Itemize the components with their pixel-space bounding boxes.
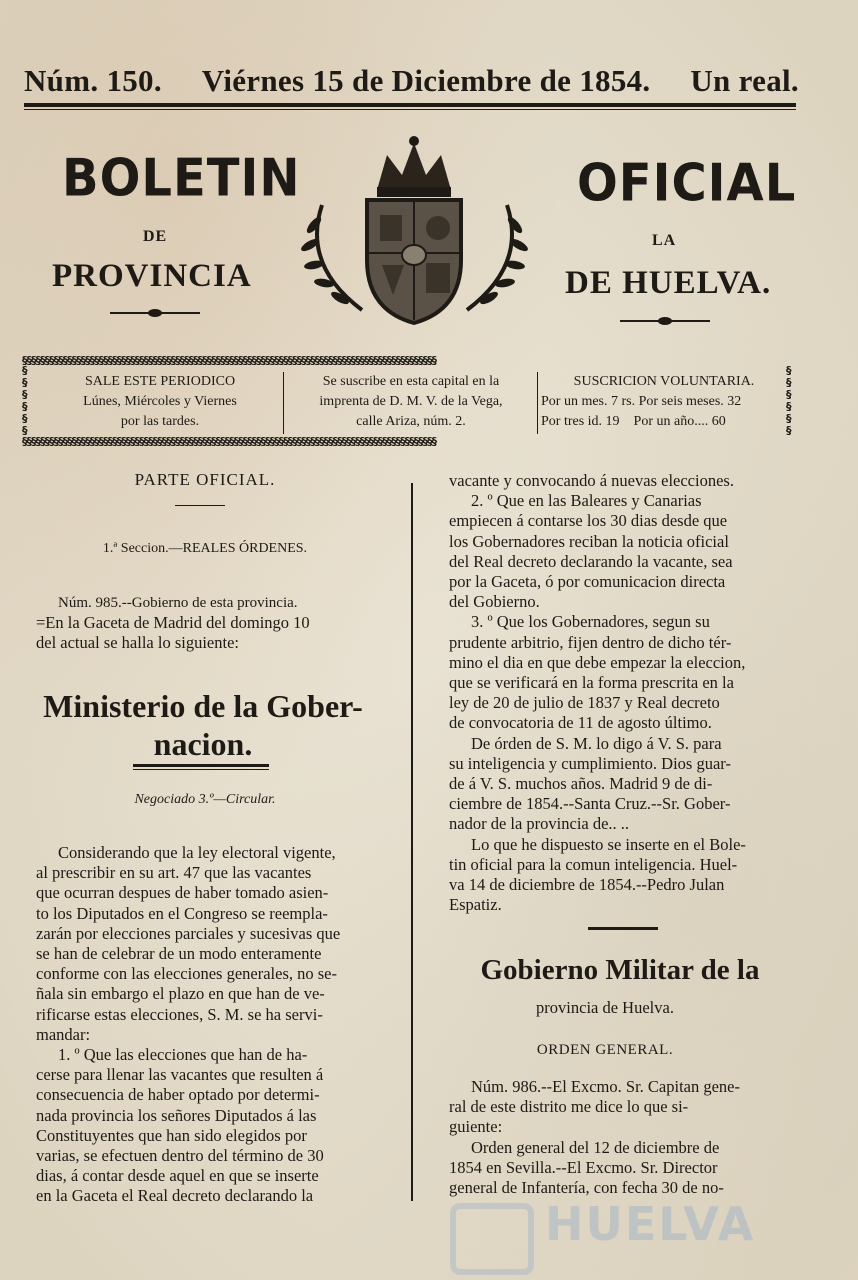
body-line: Considerando que la ley electoral vigente, — [58, 843, 336, 862]
title-provincia: PROVINCIA — [52, 258, 252, 294]
decorative-border-left: § § § § § § — [22, 365, 28, 437]
info-line: Por un mes. 7 rs. Por seis meses. 32 — [541, 394, 742, 409]
body-line: de convocatoria de 11 de agosto último. — [449, 713, 712, 733]
info-line: imprenta de D. M. V. de la Vega, — [319, 394, 503, 409]
parte-oficial-heading: PARTE OFICIAL. — [134, 470, 276, 489]
decree-body-left — [36, 843, 374, 1207]
body-line: 1. º Que las elecciones que han de ha- — [58, 1045, 308, 1065]
gobierno-militar-heading: Gobierno Militar de la — [480, 954, 760, 986]
body-line: Espatiz. — [449, 895, 502, 915]
masthead — [24, 62, 799, 100]
body-line: Lo que he dispuesto se inserte en el Bole- — [471, 834, 746, 854]
body-line: vacante y convocando á nuevas elecciones. — [449, 471, 734, 490]
body-line: mandar: — [36, 1024, 91, 1044]
body-line: se han de celebrar de un modo enteramente — [36, 944, 322, 964]
body-line: que se verificará en la forma prescrita en la — [449, 673, 734, 693]
column-divider — [411, 483, 413, 1201]
title-de: DE — [143, 228, 168, 245]
ministerio-line: nacion. — [153, 726, 253, 762]
body-line: nada provincia los señores Diputados á las — [36, 1105, 317, 1125]
provincia-huelva-heading: provincia de Huelva. — [536, 998, 674, 1017]
body-line: que ocurran despues de haber tomado asien- — [36, 883, 329, 903]
body-line: por la Gaceta, ó por comunicacion directa — [449, 572, 726, 592]
body-line: ley de 20 de julio de 1837 y Real decreto — [449, 693, 720, 713]
issue-price: Un real. — [690, 63, 799, 98]
ministerio-heading — [28, 687, 378, 763]
ministerio-line: Ministerio de la Gober- — [43, 688, 363, 724]
body-line: va 14 de diciembre de 1854.--Pedro Julan — [449, 875, 725, 895]
ministerio-rule-thin — [133, 769, 269, 770]
body-line: conforme con las elecciones generales, no se- — [36, 964, 337, 984]
issue-number: Núm. 150. — [24, 63, 162, 98]
info-line: Se suscribe en esta capital en la — [322, 374, 500, 389]
info-line: calle Ariza, núm. 2. — [356, 414, 466, 429]
body-line: empiecen á contarse los 30 dias desde que — [449, 511, 728, 531]
body-line: rificarse estas elecciones, S. M. se ha servi- — [36, 1004, 323, 1024]
notice-line: Núm. 986.--El Excmo. Sr. Capitan gene- — [471, 1077, 740, 1096]
info-subscription-place — [288, 372, 534, 432]
info-publication — [40, 372, 280, 432]
body-line: del Gobierno. — [449, 592, 540, 612]
body-line: cerse para llenar las vacantes que resulten á — [36, 1065, 324, 1085]
body-line: consecuencia de haber optado por determi- — [36, 1085, 320, 1105]
info-subscription-rates — [541, 372, 787, 432]
decorative-border-right: § § § § § § — [786, 365, 792, 437]
decorative-border-bottom: §§§§§§§§§§§§§§§§§§§§§§§§§§§§§§§§§§§§§§§§§§§§§§§§§§§§§§§§§§§§§§§§§§§§§§§§§§§§§§§§§§§§§§§§§§§§ — [22, 436, 436, 448]
body-line: 3. º Que los Gobernadores, segun su — [471, 612, 710, 632]
info-line: Por tres id. 19 Por un año.... 60 — [541, 414, 726, 429]
info-divider — [537, 372, 538, 434]
body-line: los Gobernadores reciban la noticia oficial — [449, 531, 729, 551]
masthead-rule — [24, 103, 796, 107]
orden-general-heading: ORDEN GENERAL. — [536, 1042, 674, 1058]
body-line: dias, á contar desde aquel en que se inserte — [36, 1166, 319, 1186]
notice-985 — [36, 593, 374, 654]
notice-line: Núm. 985.--Gobierno de esta provincia. — [58, 595, 298, 611]
issue-date: Viérnes 15 de Diciembre de 1854. — [201, 63, 651, 98]
info-line: Lúnes, Miércoles y Viernes — [83, 394, 237, 409]
ministerio-rule — [133, 764, 269, 767]
watermark-text: HUELVA — [545, 1197, 756, 1251]
body-line: al prescribir en su art. 47 que las vacantes — [36, 863, 312, 883]
notice-line: del actual se halla lo siguiente: — [36, 633, 239, 653]
body-line: de á V. S. muchos años. Madrid 9 de di- — [449, 774, 713, 794]
info-line: SALE ESTE PERIODICO — [84, 374, 236, 389]
info-divider — [283, 372, 284, 434]
section-heading: 1.ª Seccion.—REALES ÓRDENES. — [102, 541, 308, 556]
body-line: De órden de S. M. lo digo á V. S. para — [471, 733, 722, 753]
decree-body-right — [449, 471, 795, 915]
title-boletin: BOLETIN — [62, 147, 301, 209]
info-rates-title: SUSCRICION VOLUNTARIA. — [573, 374, 755, 389]
title-de-huelva: DE HUELVA. — [565, 265, 772, 301]
decorative-border-top: §§§§§§§§§§§§§§§§§§§§§§§§§§§§§§§§§§§§§§§§§§§§§§§§§§§§§§§§§§§§§§§§§§§§§§§§§§§§§§§§§§§§§§§§§§§§ — [22, 355, 436, 367]
body-line: prudente arbitrio, fijen dentro de dicho tér- — [449, 632, 732, 652]
body-line: Constituyentes que han sido elegidos por — [36, 1125, 307, 1145]
royal-crest-icon — [292, 135, 537, 330]
masthead-rule-thin — [24, 109, 796, 110]
body-line: varias, se efectuen dentro del término de 30 — [36, 1146, 324, 1166]
notice-line: guiente: — [449, 1117, 503, 1137]
body-line: ciembre de 1854.--Santa Cruz.--Sr. Gober- — [449, 794, 731, 814]
body-line: 2. º Que en las Baleares y Canarias — [471, 491, 702, 511]
body-line: zarán por elecciones parciales y sucesivas que — [36, 923, 341, 943]
title-flourish-right — [620, 320, 710, 322]
notice-line: ral de este distrito me dice lo que si- — [449, 1097, 689, 1117]
notice-986 — [449, 1077, 795, 1198]
section-rule — [588, 927, 658, 930]
body-line: en la Gaceta el Real decreto declarando la — [36, 1186, 314, 1206]
body-line: mino el dia en que debe empezar la eleccion, — [449, 652, 746, 672]
info-line: por las tardes. — [120, 414, 200, 429]
notice-line: 1854 en Sevilla.--El Excmo. Sr. Director — [449, 1157, 718, 1177]
negociado-line: Negociado 3.º—Circular. — [134, 792, 276, 807]
archive-stamp-icon — [450, 1203, 534, 1275]
body-line: nador de la provincia de.. .. — [449, 814, 630, 834]
notice-line: general de Infantería, con fecha 30 de no- — [449, 1178, 724, 1198]
body-line: ñala sin embargo el plazo en que han de ve- — [36, 984, 325, 1004]
title-oficial: OFICIAL — [577, 152, 797, 214]
body-line: del Real decreto declarando la vacante, sea — [449, 551, 733, 571]
notice-line: =En la Gaceta de Madrid del domingo 10 — [36, 613, 310, 633]
body-line: tin oficial para la comun inteligencia. Huel- — [449, 854, 738, 874]
body-line: su inteligencia y cumplimiento. Dios guar- — [449, 753, 731, 773]
title-flourish-left — [110, 312, 200, 314]
heading-ornament — [175, 505, 225, 506]
archive-watermark — [450, 1195, 790, 1275]
notice-line: Orden general del 12 de diciembre de — [471, 1137, 720, 1157]
title-la: LA — [652, 232, 677, 249]
body-line: to los Diputados en el Congreso se reempla- — [36, 903, 328, 923]
